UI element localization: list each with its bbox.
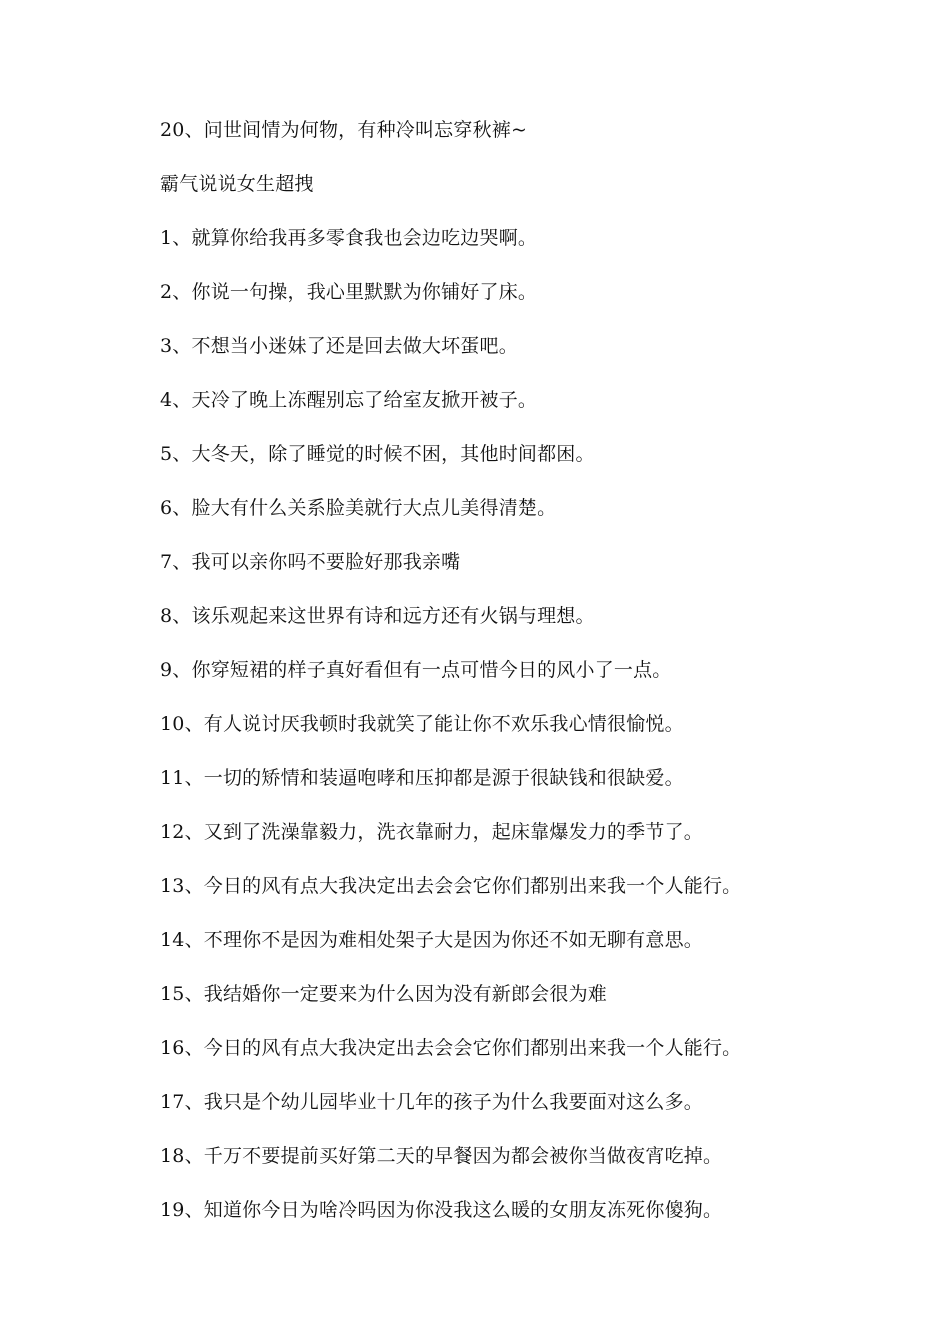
text-line-20: 20、问世间情为何物，有种冷叫忘穿秋裤~ (160, 119, 528, 141)
text-line-1: 1、就算你给我再多零食我也会边吃边哭啊。 (160, 227, 538, 249)
text-line-16: 16、今日的风有点大我决定出去会会它你们都别出来我一个人能行。 (160, 1037, 742, 1059)
text-line-11: 11、一切的矫情和装逼咆哮和压抑都是源于很缺钱和很缺爱。 (160, 767, 684, 789)
text-line-4: 4、天冷了晚上冻醒别忘了给室友掀开被子。 (160, 389, 538, 411)
text-line-10: 10、有人说讨厌我顿时我就笑了能让你不欢乐我心情很愉悦。 (160, 713, 684, 735)
text-line-15: 15、我结婚你一定要来为什么因为没有新郎会很为难 (160, 983, 607, 1005)
text-line-3: 3、不想当小迷妹了还是回去做大坏蛋吧。 (160, 335, 518, 357)
text-line-8: 8、该乐观起来这世界有诗和远方还有火锅与理想。 (160, 605, 595, 627)
text-line-19: 19、知道你今日为啥冷吗因为你没我这么暖的女朋友冻死你傻狗。 (160, 1199, 723, 1221)
text-body (160, 112, 880, 1246)
text-line-14: 14、不理你不是因为难相处架子大是因为你还不如无聊有意思。 (160, 929, 703, 951)
text-line-5: 5、大冬天，除了睡觉的时候不困，其他时间都困。 (160, 443, 595, 465)
text-line-6: 6、脸大有什么关系脸美就行大点儿美得清楚。 (160, 497, 557, 519)
text-line-13: 13、今日的风有点大我决定出去会会它你们都别出来我一个人能行。 (160, 875, 742, 897)
text-line-9: 9、你穿短裙的样子真好看但有一点可惜今日的风小了一点。 (160, 659, 672, 681)
text-line-7: 7、我可以亲你吗不要脸好那我亲嘴 (160, 551, 461, 573)
text-line-17: 17、我只是个幼儿园毕业十几年的孩子为什么我要面对这么多。 (160, 1091, 703, 1113)
section-heading: 霸气说说女生超拽 (160, 173, 314, 195)
text-line-18: 18、千万不要提前买好第二天的早餐因为都会被你当做夜宵吃掉。 (160, 1145, 723, 1167)
text-line-2: 2、你说一句操，我心里默默为你铺好了床。 (160, 281, 538, 303)
text-line-12: 12、又到了洗澡靠毅力，洗衣靠耐力，起床靠爆发力的季节了。 (160, 821, 703, 843)
